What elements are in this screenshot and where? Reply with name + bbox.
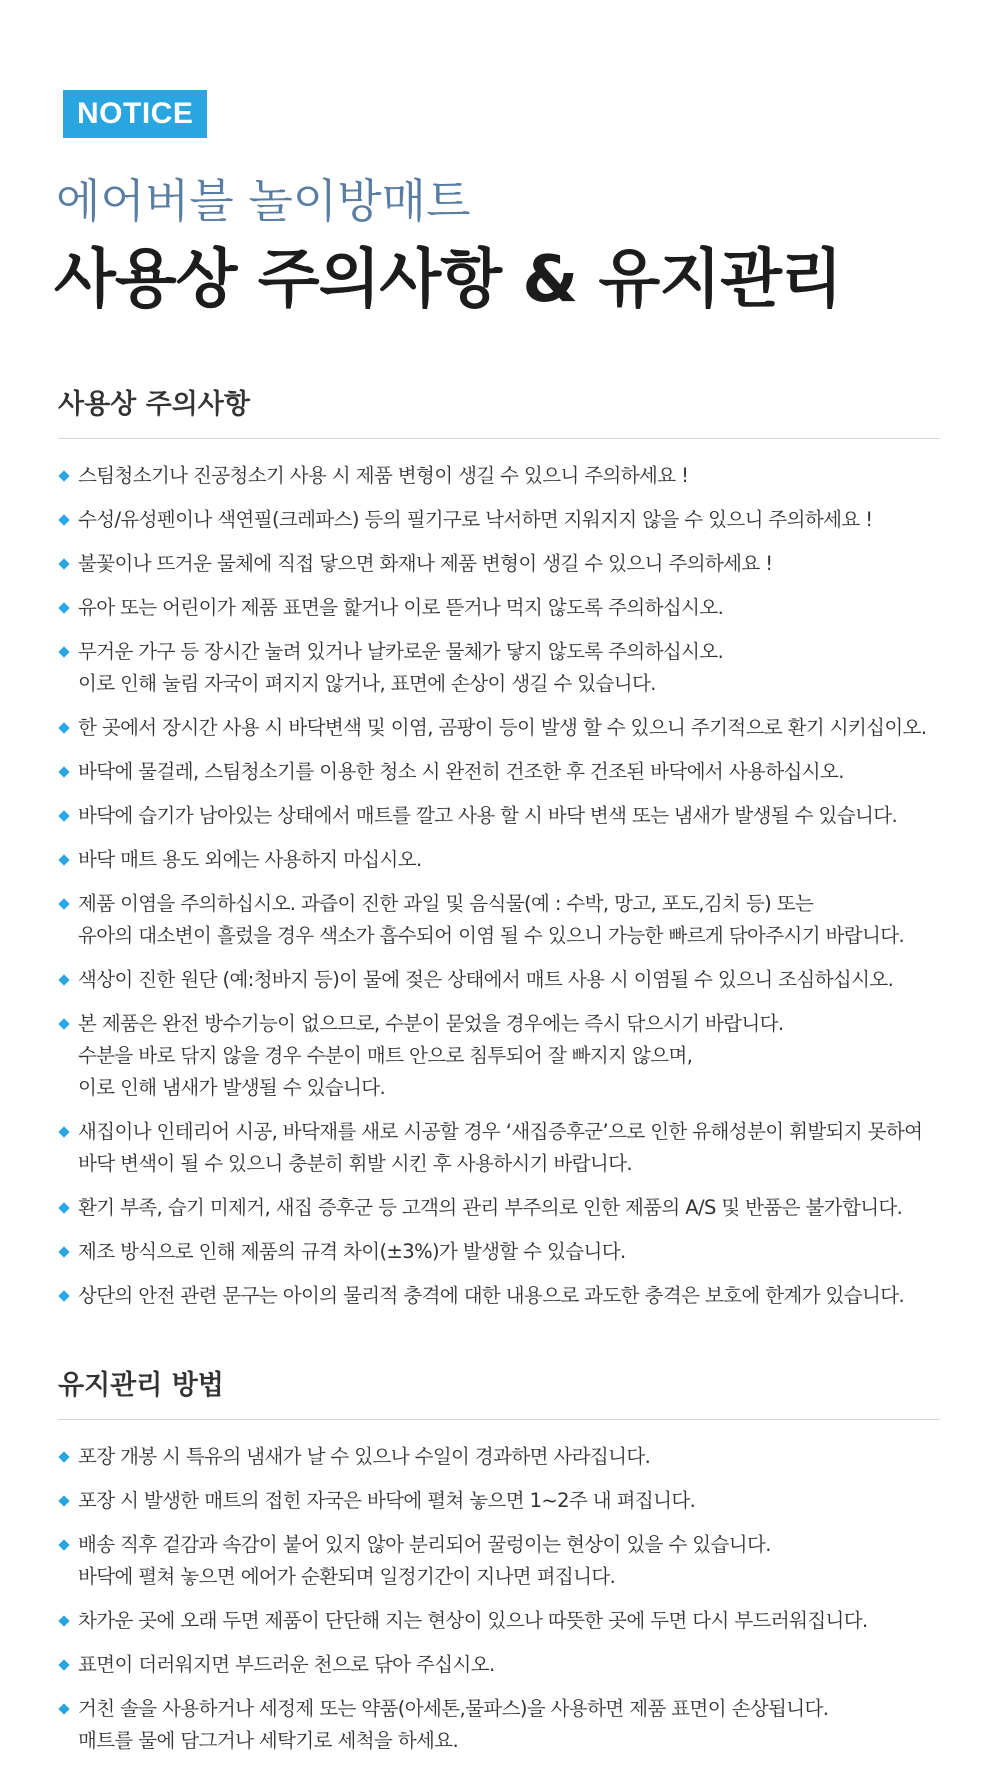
list-item-text: 스팀청소기나 진공청소기 사용 시 제품 변형이 생길 수 있으니 주의하세요 ! <box>78 464 689 487</box>
list-item <box>58 1649 958 1681</box>
list-item <box>58 1693 958 1757</box>
list-item-text: 바닥에 물걸레, 스팀청소기를 이용한 청소 시 완전히 건조한 후 건조된 바닥에서 사용하십시오. <box>78 760 844 783</box>
diamond-bullet-icon <box>58 1246 69 1257</box>
diamond-bullet-icon <box>58 1659 69 1670</box>
diamond-bullet-icon <box>58 766 69 777</box>
list-item <box>58 460 958 492</box>
list-item <box>58 1280 958 1312</box>
diamond-bullet-icon <box>58 810 69 821</box>
list-item <box>58 1605 958 1637</box>
list-item-text: 바닥 매트 용도 외에는 사용하지 마십시오. <box>78 848 422 871</box>
maintenance-list <box>58 1441 958 1769</box>
list-item-text: 바닥에 습기가 남아있는 상태에서 매트를 깔고 사용 할 시 바닥 변색 또는 냄새가 발생될 수 있습니다. <box>78 804 898 827</box>
diamond-bullet-icon <box>58 470 69 481</box>
diamond-bullet-icon <box>58 1290 69 1301</box>
section-divider-precautions <box>58 438 940 439</box>
list-item-text: 수분을 바로 닦지 않을 경우 수분이 매트 안으로 침투되어 잘 빠지지 않으며, <box>78 1044 693 1067</box>
diamond-bullet-icon <box>58 854 69 865</box>
list-item-text: 색상이 진한 원단 (예:청바지 등)이 물에 젖은 상태에서 매트 사용 시 이염될 수 있으니 조심하십시오. <box>78 968 894 991</box>
list-item-text: 새집이나 인테리어 시공, 바닥재를 새로 시공할 경우 ‘새집증후군’으로 인한 유해성분이 휘발되지 못하여 <box>78 1120 923 1143</box>
diamond-bullet-icon <box>58 514 69 525</box>
list-item <box>58 1529 958 1593</box>
diamond-bullet-icon <box>58 1615 69 1626</box>
diamond-bullet-icon <box>58 1495 69 1506</box>
list-item <box>58 756 958 788</box>
list-item-text: 매트를 물에 담그거나 세탁기로 세척을 하세요. <box>78 1729 459 1752</box>
list-item <box>58 592 958 624</box>
list-item-text: 바닥에 펼쳐 놓으면 에어가 순환되며 일정기간이 지나면 펴집니다. <box>78 1565 616 1588</box>
list-item <box>58 1116 958 1180</box>
diamond-bullet-icon <box>58 1451 69 1462</box>
list-item-text: 바닥 변색이 될 수 있으니 충분히 휘발 시킨 후 사용하시기 바랍니다. <box>78 1152 632 1175</box>
notice-badge: NOTICE <box>63 90 207 138</box>
list-item-text: 불꽃이나 뜨거운 물체에 직접 닿으면 화재나 제품 변형이 생길 수 있으니 주의하세요 ! <box>78 552 773 575</box>
diamond-bullet-icon <box>58 1126 69 1137</box>
precautions-list <box>58 460 958 1324</box>
list-item <box>58 1441 958 1473</box>
list-item-text: 표면이 더러워지면 부드러운 천으로 닦아 주십시오. <box>78 1653 495 1676</box>
diamond-bullet-icon <box>58 1202 69 1213</box>
list-item-text: 차가운 곳에 오래 두면 제품이 단단해 지는 현상이 있으나 따뜻한 곳에 두면 다시 부드러워집니다. <box>78 1609 868 1632</box>
list-item-text: 본 제품은 완전 방수기능이 없으므로, 수분이 묻었을 경우에는 즉시 닦으시기 바랍니다. <box>78 1012 784 1035</box>
product-subtitle: 에어버블 놀이방매트 <box>56 174 471 228</box>
list-item <box>58 1236 958 1268</box>
section-heading-precautions: 사용상 주의사항 <box>58 389 250 420</box>
list-item-text: 이로 인해 눌림 자국이 펴지지 않거나, 표면에 손상이 생길 수 있습니다. <box>78 672 656 695</box>
list-item-text: 제품 이염을 주의하십시오. 과즙이 진한 과일 및 음식물(예 : 수박, 망고, 포도,김치 등) 또는 <box>78 892 814 915</box>
list-item-text: 거친 솔을 사용하거나 세정제 또는 약품(아세톤,물파스)을 사용하면 제품 표면이 손상됩니다. <box>78 1697 829 1720</box>
diamond-bullet-icon <box>58 898 69 909</box>
list-item <box>58 636 958 700</box>
diamond-bullet-icon <box>58 974 69 985</box>
list-item-text: 배송 직후 겉감과 속감이 붙어 있지 않아 분리되어 꿀렁이는 현상이 있을 수 있습니다. <box>78 1533 771 1556</box>
list-item <box>58 1485 958 1517</box>
list-item <box>58 964 958 996</box>
list-item-text: 유아의 대소변이 흘렀을 경우 색소가 흡수되어 이염 될 수 있으니 가능한 빠르게 닦아주시기 바랍니다. <box>78 924 905 947</box>
list-item <box>58 548 958 580</box>
diamond-bullet-icon <box>58 1703 69 1714</box>
diamond-bullet-icon <box>58 722 69 733</box>
diamond-bullet-icon <box>58 602 69 613</box>
diamond-bullet-icon <box>58 646 69 657</box>
list-item-text: 수성/유성펜이나 색연필(크레파스) 등의 필기구로 낙서하면 지워지지 않을 수 있으니 주의하세요 ! <box>78 508 873 531</box>
list-item <box>58 844 958 876</box>
list-item-text: 제조 방식으로 인해 제품의 규격 차이(±3%)가 발생할 수 있습니다. <box>78 1240 626 1263</box>
list-item <box>58 1008 958 1104</box>
list-item-text: 환기 부족, 습기 미제거, 새집 증후군 등 고객의 관리 부주의로 인한 제품의 A/S 및 반품은 불가합니다. <box>78 1196 903 1219</box>
section-heading-maintenance: 유지관리 방법 <box>58 1370 224 1401</box>
list-item-text: 상단의 안전 관련 문구는 아이의 물리적 충격에 대한 내용으로 과도한 충격은 보호에 한계가 있습니다. <box>78 1284 905 1307</box>
diamond-bullet-icon <box>58 1539 69 1550</box>
list-item-text: 무거운 가구 등 장시간 눌려 있거나 날카로운 물체가 닿지 않도록 주의하십시오. <box>78 640 724 663</box>
list-item-text: 한 곳에서 장시간 사용 시 바닥변색 및 이염, 곰팡이 등이 발생 할 수 있으니 주기적으로 환기 시키십이오. <box>78 716 927 739</box>
list-item <box>58 712 958 744</box>
list-item <box>58 1192 958 1224</box>
diamond-bullet-icon <box>58 558 69 569</box>
list-item <box>58 888 958 952</box>
page-title: 사용상 주의사항 & 유지관리 <box>54 243 842 317</box>
list-item-text: 포장 시 발생한 매트의 접힌 자국은 바닥에 펼쳐 놓으면 1~2주 내 펴집니다. <box>78 1489 696 1512</box>
list-item-text: 유아 또는 어린이가 제품 표면을 핥거나 이로 뜯거나 먹지 않도록 주의하십시오. <box>78 596 724 619</box>
list-item <box>58 800 958 832</box>
list-item-text: 이로 인해 냄새가 발생될 수 있습니다. <box>78 1076 386 1099</box>
diamond-bullet-icon <box>58 1018 69 1029</box>
list-item-text: 포장 개봉 시 특유의 냄새가 날 수 있으나 수일이 경과하면 사라집니다. <box>78 1445 651 1468</box>
list-item <box>58 504 958 536</box>
section-divider-maintenance <box>58 1419 940 1420</box>
